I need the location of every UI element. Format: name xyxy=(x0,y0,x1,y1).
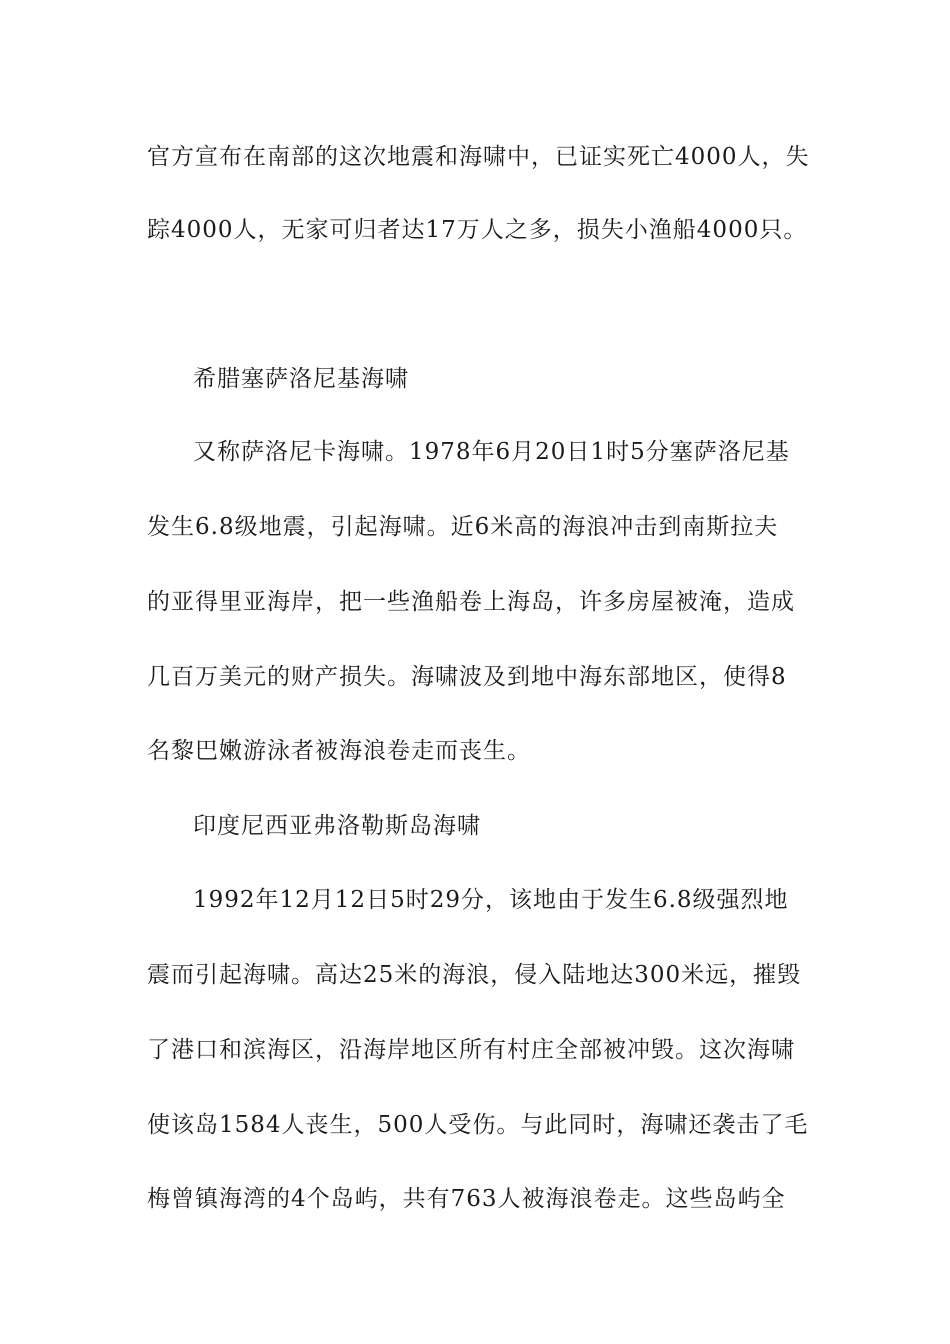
paragraph-line: 梅曾镇海湾的4个岛屿，共有763人被海浪卷走。这些岛屿全 xyxy=(147,1186,786,1212)
paragraph-line: 了港口和滨海区，沿海岸地区所有村庄全部被冲毁。这次海啸 xyxy=(147,1037,795,1063)
paragraph-line: 震而引起海啸。高达25米的海浪，侵入陆地达300米远，摧毁 xyxy=(147,962,802,988)
paragraph-line: 几百万美元的财产损失。海啸波及到地中海东部地区，使得8 xyxy=(147,664,787,690)
paragraph-line: 名黎巴嫩游泳者被海浪卷走而丧生。 xyxy=(147,738,531,764)
paragraph-line: 的亚得里亚海岸，把一些渔船卷上海岛，许多房屋被淹，造成 xyxy=(147,589,795,615)
paragraph-line: 1992年12月12日5时29分，该地由于发生6.8级强烈地 xyxy=(193,887,789,913)
section-heading: 希腊塞萨洛尼基海啸 xyxy=(193,366,409,392)
paragraph-line: 官方宣布在南部的这次地震和海啸中，已证实死亡4000人，失 xyxy=(147,144,810,170)
paragraph-line: 又称萨洛尼卡海啸。1978年6月20日1时5分塞萨洛尼基 xyxy=(193,439,790,465)
section-heading: 印度尼西亚弗洛勒斯岛海啸 xyxy=(193,813,481,839)
paragraph-line: 使该岛1584人丧生，500人受伤。与此同时，海啸还袭击了毛 xyxy=(147,1112,809,1138)
paragraph-line: 发生6.8级地震，引起海啸。近6米高的海浪冲击到南斯拉夫 xyxy=(147,514,779,540)
paragraph-line: 踪4000人，无家可归者达17万人之多，损失小渔船4000只。 xyxy=(147,217,808,243)
